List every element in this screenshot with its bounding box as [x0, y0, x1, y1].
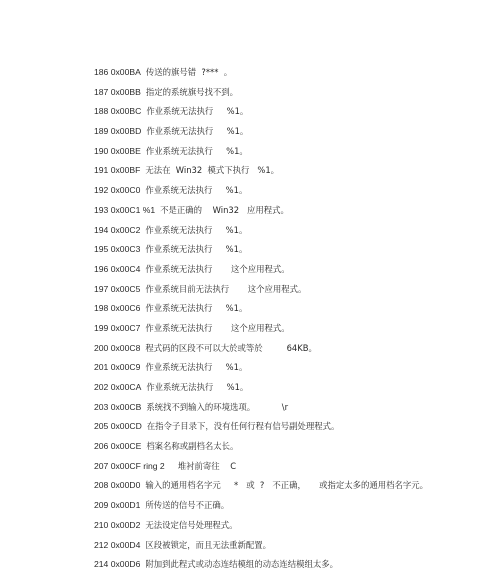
error-code: 188 0x00BC — [94, 106, 142, 117]
error-entry — [94, 358, 494, 378]
error-entry — [94, 161, 494, 181]
error-message: 作业系统目前无法执行 这个应用程式。 — [145, 283, 307, 294]
error-code: 187 0x00BB — [94, 86, 141, 97]
error-code: 196 0x00C4 — [94, 263, 141, 274]
error-code: 207 0x00CF ring 2 — [94, 460, 165, 471]
error-entry — [94, 221, 494, 241]
error-entry — [94, 417, 494, 437]
error-code: 199 0x00C7 — [94, 322, 141, 333]
error-message: 附加到此程式或动态连结模组的动态连结模组太多。 — [145, 559, 338, 570]
error-message: 作业系统无法执行 %1。 — [145, 224, 248, 235]
error-entry — [94, 181, 494, 201]
error-code: 203 0x00CB — [94, 401, 142, 412]
error-entry — [94, 319, 494, 339]
error-code: 202 0x00CA — [94, 382, 142, 392]
error-message: 区段被锁定，而且无法重新配置。 — [145, 539, 271, 550]
error-code: 208 0x00D0 — [94, 480, 141, 491]
error-entry — [94, 476, 494, 496]
error-message: 作业系统无法执行 %1。 — [145, 244, 248, 255]
error-message: 系统找不到输入的环境选项。 \r — [146, 401, 289, 412]
error-code: 206 0x00CE — [94, 441, 142, 452]
error-message: 作业系统无法执行 %1。 — [146, 126, 249, 137]
error-entry — [94, 240, 494, 260]
error-message: 作业系统无法执行 %1。 — [145, 185, 248, 196]
error-message: 程式码的区段不可以大於或等於 64KB。 — [145, 342, 317, 353]
error-code: 209 0x00D1 — [94, 500, 141, 511]
error-message: 作业系统无法执行 这个应用程式。 — [145, 322, 290, 333]
error-entry — [94, 102, 494, 122]
error-message: 档案名称或副档名太长。 — [146, 441, 239, 452]
error-message: 作业系统无法执行 %1。 — [145, 145, 248, 156]
error-code: 200 0x00C8 — [94, 342, 141, 353]
error-code: 194 0x00C2 — [94, 224, 141, 235]
error-message: 所传送的信号不正确。 — [145, 500, 230, 511]
error-entry — [94, 260, 494, 280]
error-entry — [94, 299, 494, 319]
error-code: 189 0x00BD — [94, 126, 142, 137]
error-code: 193 0x00C1 %1 — [94, 204, 156, 215]
error-code: 195 0x00C3 — [94, 244, 141, 255]
error-message: 输入的通用档名字元 * 或 ? 不正确， 或指定太多的通用档名字元。 — [145, 480, 429, 491]
error-message: 作业系统无法执行 这个应用程式。 — [145, 263, 290, 274]
error-code: 205 0x00CD — [94, 421, 142, 432]
error-message: 传送的旗号错 ?*** 。 — [145, 67, 233, 77]
error-code: 191 0x00BF — [94, 165, 141, 176]
error-code-list — [94, 63, 494, 575]
error-entry — [94, 280, 494, 300]
error-entry — [94, 201, 494, 221]
error-message: 指定的系统旗号找不到。 — [145, 86, 238, 97]
error-code: 197 0x00C5 — [94, 283, 141, 294]
error-message: 无法设定信号处理程式。 — [145, 519, 238, 530]
error-entry — [94, 457, 494, 477]
error-code: 214 0x00D6 — [94, 559, 141, 570]
error-entry — [94, 437, 494, 457]
error-entry — [94, 516, 494, 536]
error-entry — [94, 142, 494, 162]
error-message: 作业系统无法执行 %1。 — [146, 106, 249, 117]
error-code: 192 0x00C0 — [94, 185, 141, 196]
error-message: 作业系统无法执行 %1。 — [146, 382, 249, 392]
error-message: 堆衬前寄往 C — [169, 460, 237, 471]
error-entry — [94, 83, 494, 103]
error-entry — [94, 378, 494, 398]
error-code: 212 0x00D4 — [94, 539, 141, 550]
error-message: 作业系统无法执行 %1。 — [145, 362, 248, 373]
error-code: 198 0x00C6 — [94, 303, 141, 314]
error-message: 不是正确的 Win32 应用程式。 — [160, 204, 289, 215]
error-entry — [94, 122, 494, 142]
error-message: 作业系统无法执行 %1。 — [145, 303, 248, 314]
error-message: 在指令子目录下，没有任何行程有信号副处理程式。 — [146, 421, 340, 432]
error-entry — [94, 339, 494, 359]
error-entry — [94, 555, 494, 575]
error-entry — [94, 398, 494, 418]
error-entry — [94, 536, 494, 556]
error-entry — [94, 496, 494, 516]
error-code: 190 0x00BE — [94, 145, 141, 156]
error-message: 无法在 Win32 模式下执行 %1。 — [145, 165, 280, 176]
error-code: 186 0x00BA — [94, 67, 141, 77]
error-code: 210 0x00D2 — [94, 519, 141, 530]
error-code: 201 0x00C9 — [94, 362, 141, 373]
error-entry — [94, 63, 494, 83]
